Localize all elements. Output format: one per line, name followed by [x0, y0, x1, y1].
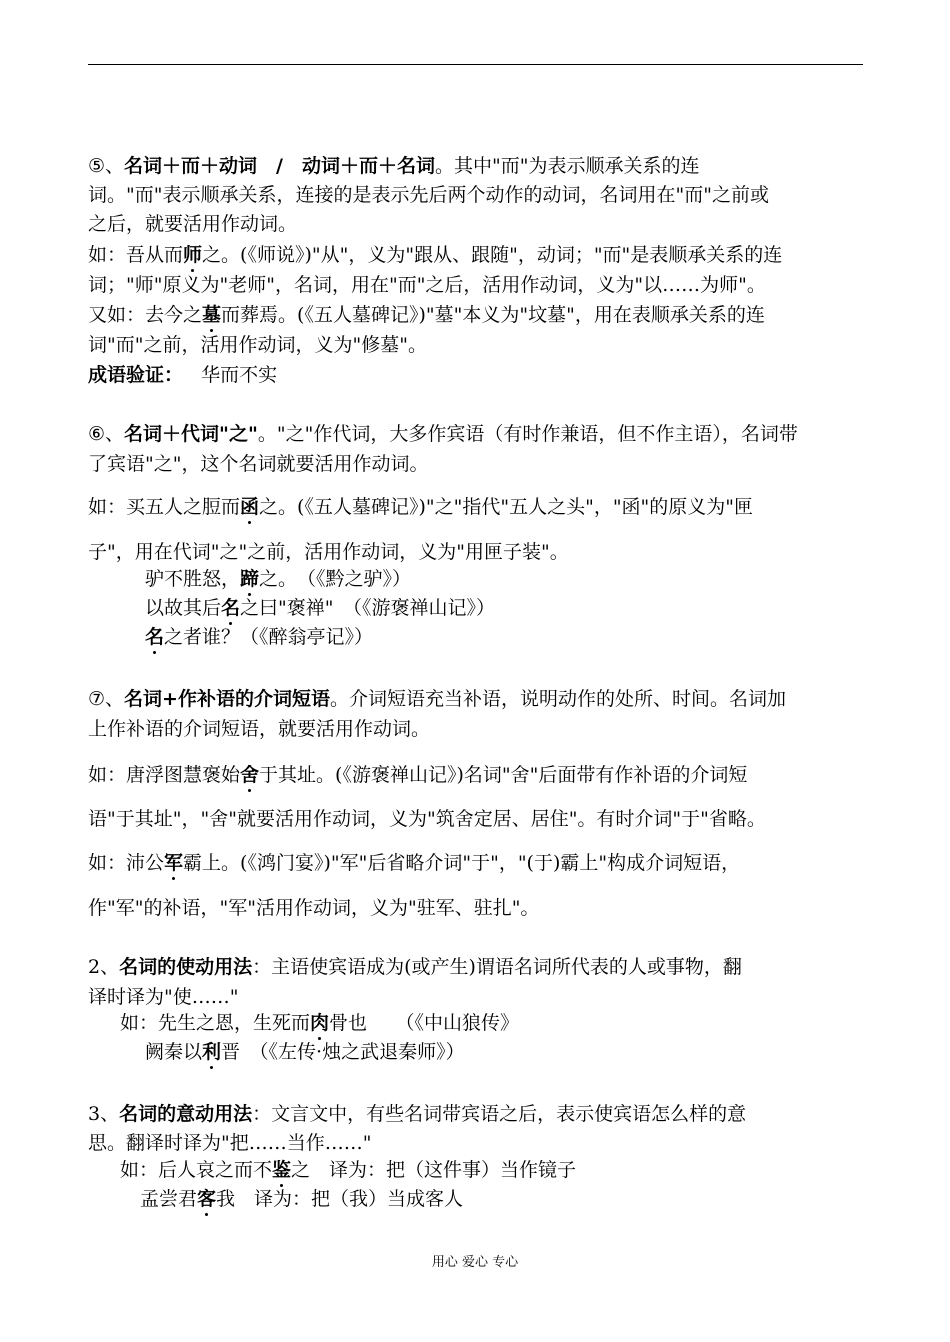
- text-run: 如：沛公: [88, 852, 165, 874]
- page-footer: 用心 爱心 专心: [431, 1255, 519, 1270]
- paragraph-line: 作"军"的补语，"军"活用作动词，义为"驻军、驻扎"。: [88, 897, 540, 919]
- paragraph-line: 语"于其址"，"舍"就要活用作动词，义为"筑舍定居、居住"。有时介词"于"省略。: [88, 808, 766, 830]
- text-run: 如：先生之恩，生死而: [120, 1012, 311, 1034]
- text-run: 之曰"褒禅" （《游褒禅山记》）: [240, 597, 496, 619]
- text-run: 之。(《师说》)"从"，义为"跟从、跟随"，动词；"而"是表顺承关系的连: [202, 244, 783, 266]
- example-line: [88, 306, 765, 325]
- text-run: 之 译为：把（这件事）当作镜子: [291, 1159, 577, 1181]
- text-run: 阙秦以: [145, 1041, 203, 1063]
- paragraph-line: [88, 690, 786, 709]
- text-run: 。介词短语充当补语，说明动作的处所、时间。名词加: [329, 688, 786, 710]
- text-run: 驴不胜怒，: [145, 568, 241, 590]
- emphasis-char: 客: [197, 1188, 217, 1210]
- bold-heading-text: 名词+作补语的介词短语: [124, 688, 330, 710]
- emphasis-char: 鉴: [272, 1159, 292, 1181]
- paragraph-line: 之后，就要活用作动词。: [88, 213, 298, 235]
- text-run: 如：唐浮图慧褒始: [88, 764, 241, 786]
- example-line: [88, 246, 782, 265]
- text-run: 霸上。(《鸿门宴》)"军"后省略介词"于"，"(于)霸上"构成介词短语，: [183, 852, 741, 874]
- text-run: 孟尝君: [140, 1188, 198, 1210]
- bold-heading-text: 名词的使动用法: [119, 956, 253, 978]
- emphasis-char: 蹄: [240, 568, 260, 590]
- text-run: 我 译为：把（我）当成客人: [216, 1188, 464, 1210]
- example-line: [145, 628, 373, 647]
- text-run: 。其中"而"为表示顺承关系的连: [435, 155, 700, 177]
- text-run: 。"之"作代词，大多作宾语（有时作兼语，但不作主语），名词带: [257, 423, 798, 445]
- example-line: [88, 766, 747, 785]
- text-run: 华而不实: [201, 364, 278, 386]
- example-line: [88, 854, 740, 873]
- paragraph-line: 上作补语的介词短语，就要活用作动词。: [88, 718, 431, 740]
- bold-heading-text: 成语验证：: [88, 364, 184, 386]
- example-line: [120, 1161, 576, 1180]
- example-line: [145, 1043, 465, 1062]
- paragraph-line: 了宾语"之"，这个名词就要活用作动词。: [88, 453, 429, 475]
- text-run: 2、: [88, 956, 120, 978]
- text-run: ⑦、: [88, 688, 125, 710]
- paragraph-line: [88, 1105, 746, 1124]
- example-line: [120, 1014, 519, 1033]
- emphasis-char: 舍: [240, 764, 260, 786]
- text-run: 如：后人哀之而不: [120, 1159, 273, 1181]
- idiom-line: [88, 366, 277, 385]
- example-line: [140, 1190, 463, 1209]
- emphasis-char: 肉: [310, 1012, 330, 1034]
- header-rule: [88, 64, 863, 65]
- text-run: 又如：去今之: [88, 304, 203, 326]
- bold-heading-text: 名词＋而＋动词 / 动词＋而＋名词: [124, 155, 435, 177]
- emphasis-char: 名: [145, 626, 165, 648]
- emphasis-char: 利: [202, 1041, 222, 1063]
- example-line: [145, 599, 495, 618]
- paragraph-line: [88, 958, 742, 977]
- paragraph-line: [88, 425, 798, 444]
- text-run: 之。(《五人墓碑记》)"之"指代"五人之头"，"函"的原义为"匣: [259, 496, 754, 518]
- text-run: 之者谁？（《醉翁亭记》）: [164, 626, 374, 648]
- text-run: ⑥、: [88, 423, 125, 445]
- text-run: ：主语使宾语成为(或产生)谓语名词所代表的人或事物，翻: [252, 956, 742, 978]
- text-run: 以故其后: [145, 597, 222, 619]
- emphasis-char: 墓: [202, 304, 222, 326]
- text-run: 而葬焉。(《五人墓碑记》)"墓"本义为"坟墓"，用在表顺承关系的连: [221, 304, 765, 326]
- text-run: ⑤、: [88, 155, 125, 177]
- paragraph-line: 译时译为"使……": [88, 986, 239, 1008]
- bold-heading-text: 名词的意动用法: [119, 1103, 253, 1125]
- paragraph-line: 词"而"之前，活用作动词，义为"修墓"。: [88, 334, 427, 356]
- emphasis-char: 名: [221, 597, 241, 619]
- paragraph-line: 思。翻译时译为"把……当作……": [88, 1132, 372, 1154]
- text-run: 骨也 （《中山狼传》: [329, 1012, 520, 1034]
- text-run: 如：买五人之脰而: [88, 496, 241, 518]
- text-run: 于其址。(《游褒禅山记》)名词"舍"后面带有作补语的介词短: [259, 764, 748, 786]
- bold-heading-text: 名词＋代词"之": [124, 423, 258, 445]
- emphasis-char: 师: [183, 244, 203, 266]
- emphasis-char: 函: [240, 496, 260, 518]
- text-run: 晋 （《左传·烛之武退秦师》）: [221, 1041, 465, 1063]
- paragraph-line: 词；"师"原义为"老师"，名词，用在"而"之后，活用作动词，义为"以……为师"。: [88, 274, 766, 296]
- paragraph-line: 词。"而"表示顺承关系，连接的是表示先后两个动作的动词，名词用在"而"之前或: [88, 184, 769, 206]
- example-line: [88, 498, 753, 517]
- text-run: 3、: [88, 1103, 120, 1125]
- text-run: ：文言文中，有些名词带宾语之后，表示使宾语怎么样的意: [252, 1103, 747, 1125]
- text-run: 如：吾从而: [88, 244, 184, 266]
- paragraph-line: 子"，用在代词"之"之前，活用作动词，义为"用匣子装"。: [88, 541, 569, 563]
- text-run: 之。 （《黔之驴》）: [259, 568, 412, 590]
- example-line: [145, 570, 411, 589]
- emphasis-char: 军: [164, 852, 184, 874]
- paragraph-line: [88, 157, 699, 176]
